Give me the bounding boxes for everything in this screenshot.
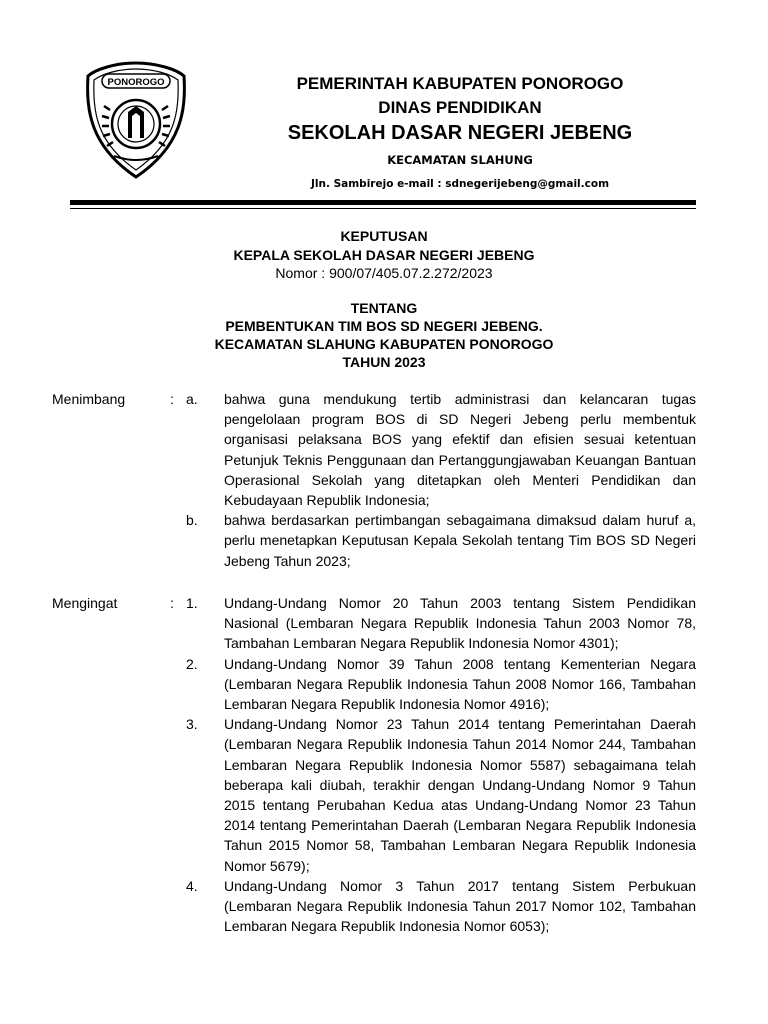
subject-line-3: TAHUN 2023 — [342, 354, 426, 370]
item-marker: 1. — [186, 595, 198, 611]
logo-text: PONOROGO — [107, 77, 165, 88]
list-item — [52, 714, 702, 876]
item-marker: a. — [186, 391, 198, 407]
menimbang-section — [52, 389, 702, 571]
list-item — [52, 876, 702, 937]
letterhead-school-name: SEKOLAH DASAR NEGERI JEBENG — [287, 122, 633, 144]
item-marker: 4. — [186, 877, 198, 894]
item-text: bahwa berdasarkan pertimbangan sebagaimana dimaksud dalam huruf a, perlu menetapkan Keputusan Kepala Sekolah tentang Tim BOS SD Negeri Jebeng Tahun 2023; — [224, 512, 696, 569]
item-marker: 3. — [186, 716, 198, 733]
mengingat-colon: : — [170, 595, 174, 611]
decision-heading: KEPUTUSAN — [340, 228, 428, 244]
subject-line-2: KECAMATAN SLAHUNG KABUPATEN PONOROGO — [214, 336, 554, 352]
item-text: Undang-Undang Nomor 3 Tahun 2017 tentang Sistem Perbukuan (Lembaran Negara Republik Indonesia Tahun 2017 Nomor 102, Tambahan Lembaran Negara Republik Indonesia Nomor 6053); — [224, 877, 696, 935]
letterhead-district: KECAMATAN SLAHUNG — [387, 153, 533, 167]
list-item — [52, 389, 702, 510]
letterhead-government: PEMERINTAH KABUPATEN PONOROGO — [296, 74, 624, 93]
letterhead-divider-thin — [70, 208, 696, 209]
list-item — [52, 654, 702, 715]
letterhead-department: DINAS PENDIDIKAN — [378, 98, 542, 117]
mengingat-label: Mengingat — [52, 595, 118, 611]
menimbang-label: Menimbang — [52, 391, 126, 407]
subject-line-1: PEMBENTUKAN TIM BOS SD NEGERI JEBENG. — [225, 318, 543, 334]
item-text: bahwa guna mendukung tertib administrasi dan kelancaran tugas pengelolaan program BOS di SD Negeri Jebeng perlu membentuk organisasi pelaksana BOS yang efektif dan efisien sesuai ketentuan Petunjuk Teknis Penggunaan dan Pertanggungjawaban Keuangan Bantuan Operasional Sekolah yang ditetapkan oleh Menteri Pendidikan dan Kebudayaan Republik Indonesia; — [224, 391, 696, 509]
decision-issuer: KEPALA SEKOLAH DASAR NEGERI JEBENG — [233, 247, 535, 263]
decision-number: Nomor : 900/07/405.07.2.272/2023 — [275, 265, 493, 281]
ponorogo-crest-logo — [84, 60, 188, 180]
item-text: Undang-Undang Nomor 20 Tahun 2003 tentang Sistem Pendidikan Nasional (Lembaran Negara Republik Indonesia Tahun 2003 Nomor 78, Tambahan Lembaran Negara Republik Indonesia Nomor 4301); — [224, 595, 696, 652]
mengingat-section — [52, 593, 702, 936]
item-marker: b. — [186, 512, 198, 529]
item-marker: 2. — [186, 655, 198, 672]
item-text: Undang-Undang Nomor 23 Tahun 2014 tentang Pemerintahan Daerah (Lembaran Negara Republik Indonesia Tahun 2014 Nomor 244, Tambahan Lembaran Negara Republik Indonesia Nomor 5587) sebagaimana telah beberapa kali diubah, terakhir dengan Undang-Undang Nomor 9 Tahun 2015 tentang Perubahan Kedua atas Undang-Undang Nomor 23 Tahun 2014 tentang Pemerintahan Daerah (Lembaran Negara Republik Indonesia Tahun 2015 Nomor 58, Tambahan Lembaran Negara Republik Indonesia Nomor 5679); — [224, 716, 696, 874]
subject-heading: TENTANG — [350, 300, 418, 316]
letterhead-divider-thick — [70, 200, 696, 205]
letterhead-address: Jln. Sambirejo e-mail : sdnegerijebeng@gmail.com — [310, 178, 610, 190]
list-item — [52, 593, 702, 654]
list-item — [52, 510, 702, 571]
item-text: Undang-Undang Nomor 39 Tahun 2008 tentang Kementerian Negara (Lembaran Negara Republik Indonesia Tahun 2008 Nomor 166, Tambahan Lembaran Negara Republik Indonesia Nomor 4916); — [224, 655, 696, 713]
menimbang-colon: : — [170, 391, 174, 407]
